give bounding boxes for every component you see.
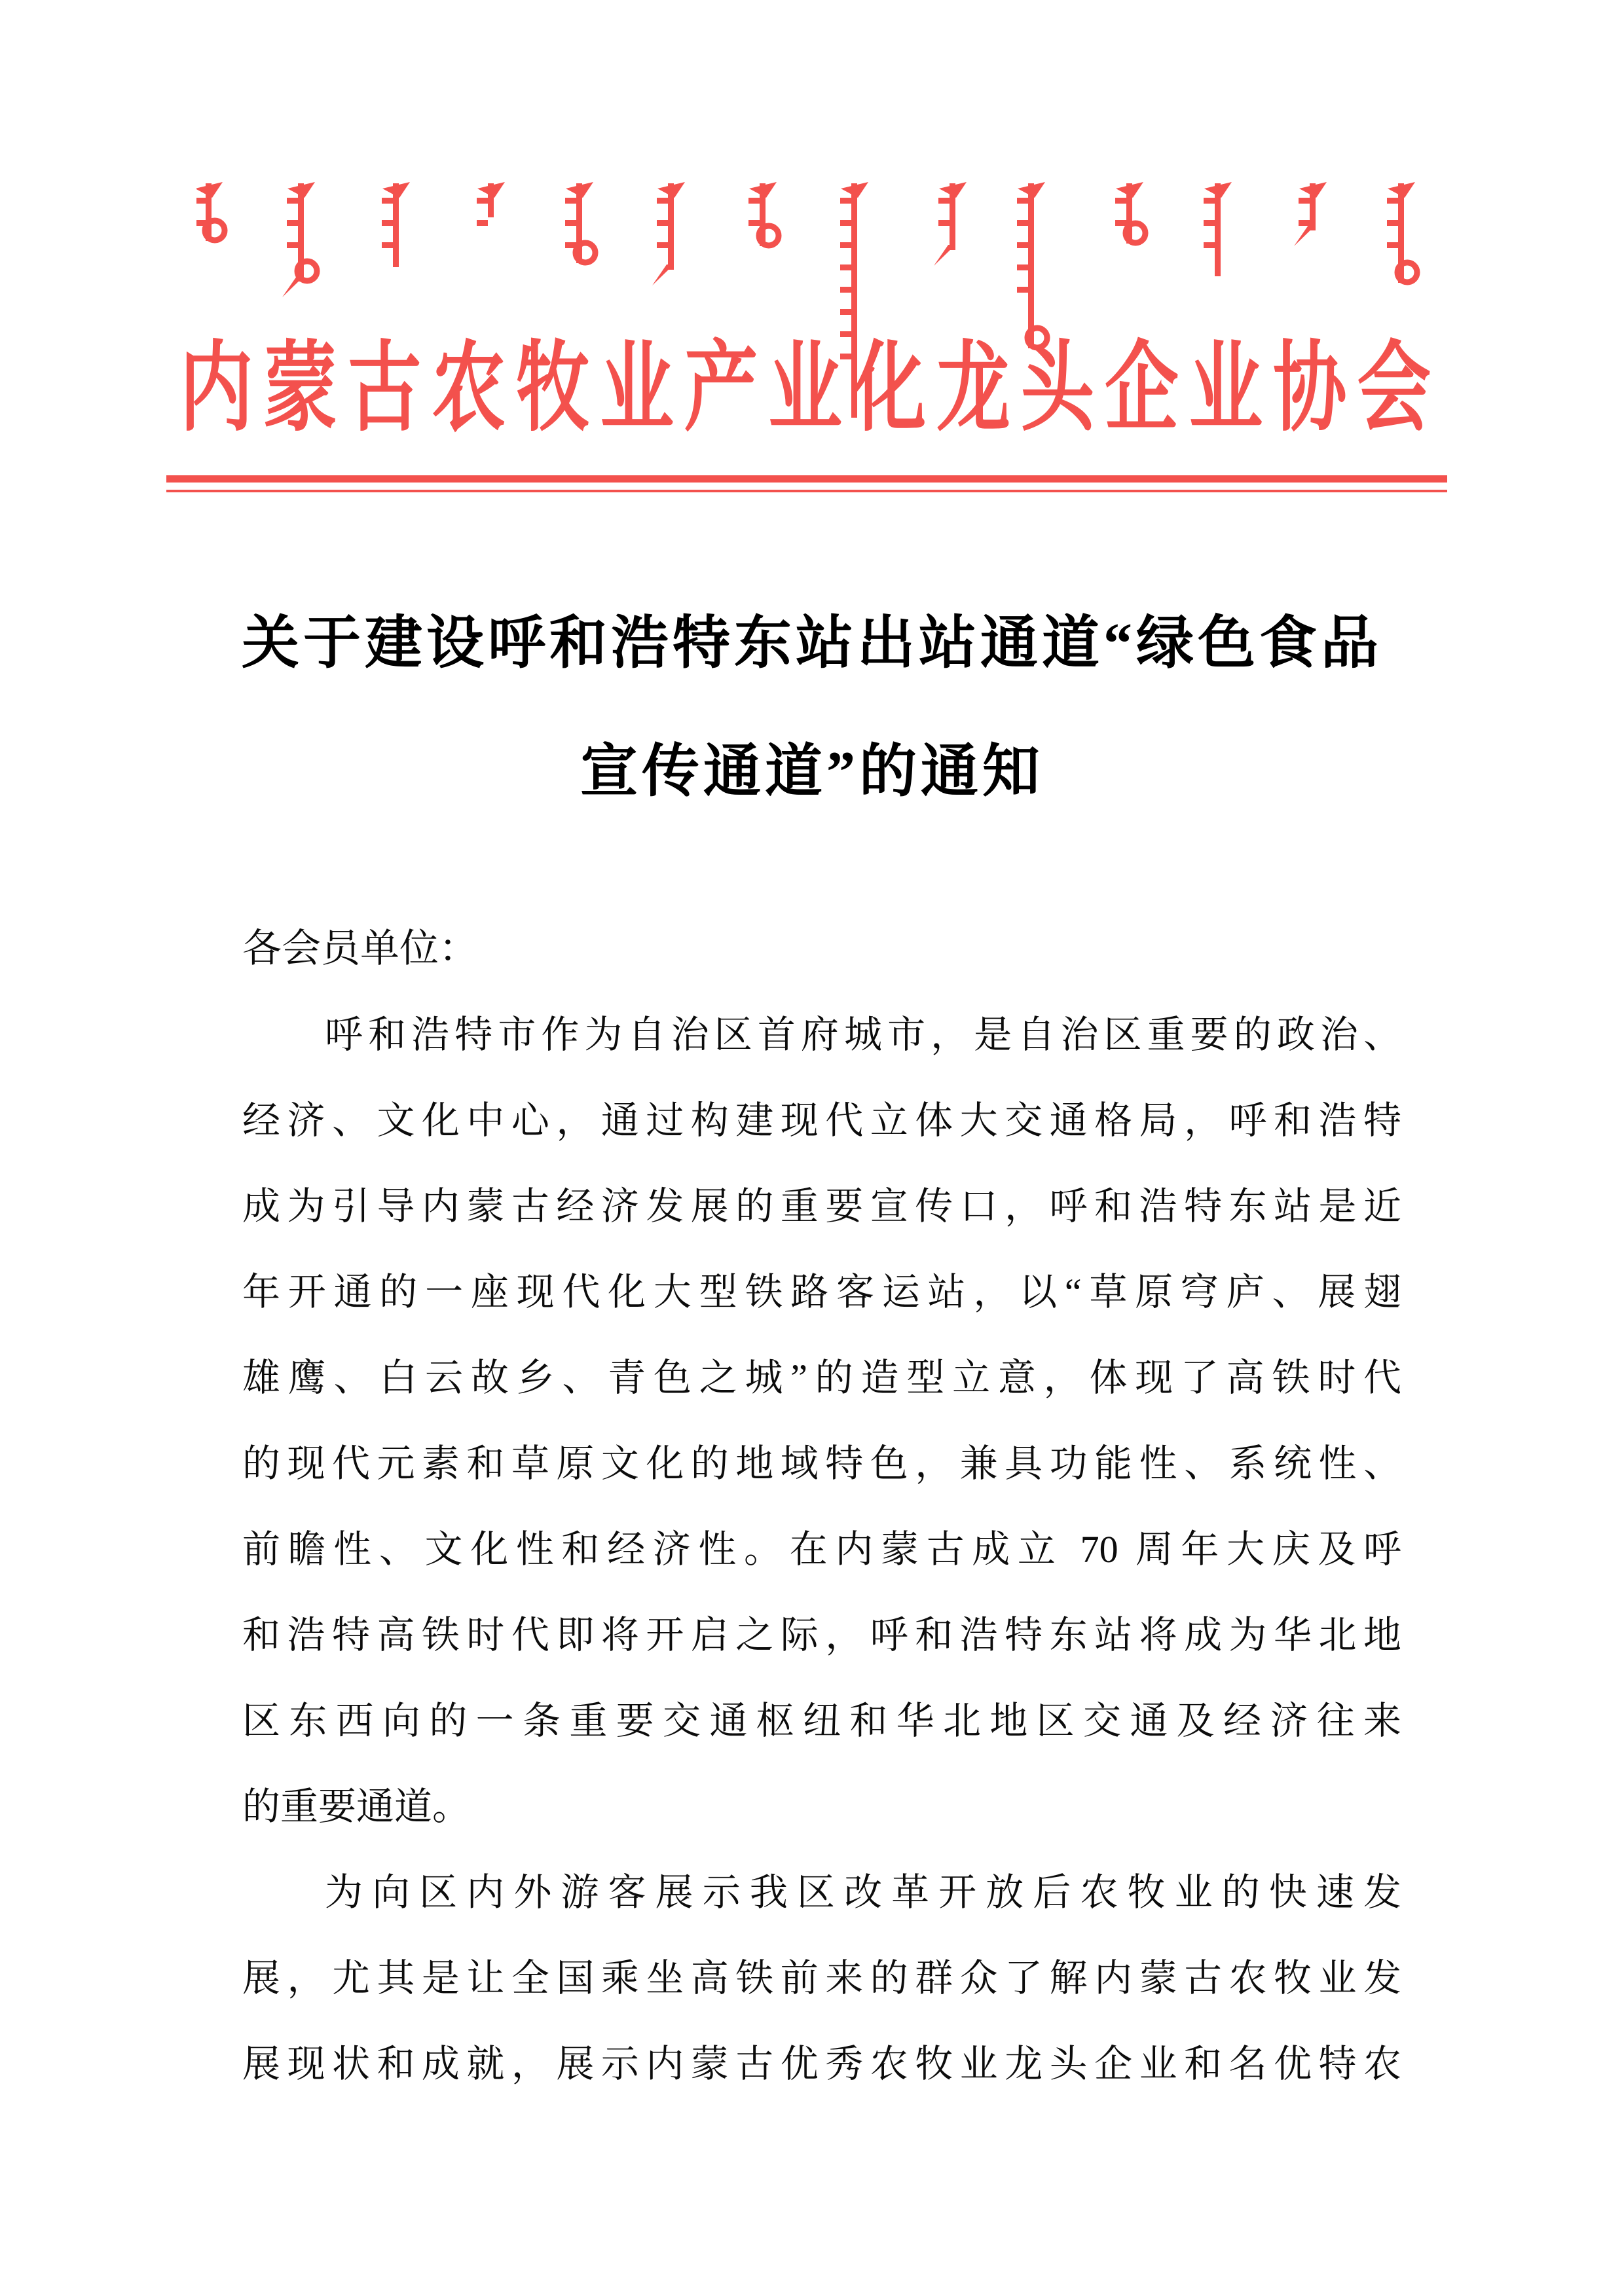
- letterhead-rule-thick: [166, 475, 1447, 483]
- body-text-line: 雄鹰、白云故乡、青色之城”的造型立意，体现了高铁时代: [242, 1357, 1401, 1399]
- body-text-line: 展，尤其是让全国乘坐高铁前来的群众了解内蒙古农牧业发: [242, 1957, 1401, 1999]
- body-text-line: 经济、文化中心，通过构建现代立体大交通格局，呼和浩特: [242, 1099, 1401, 1142]
- body-text-line: 展现状和成就，展示内蒙古优秀农牧业龙头企业和名优特农: [242, 2043, 1401, 2085]
- document-title: [170, 580, 1454, 837]
- document-body: [242, 906, 1401, 2107]
- body-text-line: 年开通的一座现代化大型铁路客运站，以“草原穹庐、展翅: [242, 1271, 1401, 1313]
- document-title-line-2: 宣传通道”的通知: [580, 740, 1044, 804]
- document-title-line-1: 关于建设呼和浩特东站出站通道“绿色食品: [241, 612, 1382, 676]
- body-text-line: 为向区内外游客展示我区改革开放后农牧业的快速发: [325, 1871, 1401, 1914]
- body-text-line: 成为引导内蒙古经济发展的重要宣传口，呼和浩特东站是近: [242, 1185, 1401, 1228]
- letterhead-rule-thin: [166, 490, 1447, 492]
- salutation: 各会员单位：: [242, 927, 478, 970]
- body-text-line: 区东西向的一条重要交通枢纽和华北地区交通及经济往来: [242, 1700, 1401, 1742]
- body-text-line: 和浩特高铁时代即将开启之际，呼和浩特东站将成为华北地: [242, 1614, 1401, 1656]
- body-text-line: 的现代元素和草原文化的地域特色，兼具功能性、系统性、: [242, 1442, 1401, 1485]
- body-text-line: 呼和浩特市作为自治区首府城市，是自治区重要的政治、: [325, 1013, 1401, 1056]
- body-text-line: 的重要通道。: [242, 1785, 471, 1828]
- body-text: [242, 992, 1401, 2107]
- body-text-line: 前瞻性、文化性和经济性。在内蒙古成立 70 周年大庆及呼: [242, 1528, 1401, 1571]
- letterhead: [179, 331, 1431, 455]
- org-name: 内蒙古农牧业产业化龙头企业协会: [179, 335, 1431, 443]
